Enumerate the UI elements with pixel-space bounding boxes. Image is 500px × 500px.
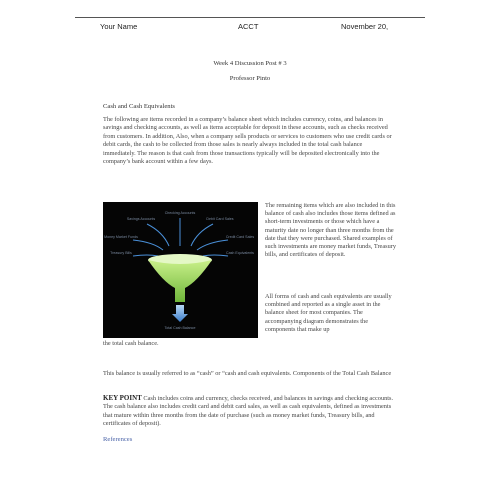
caption-tail: the total cash balance. xyxy=(103,340,159,347)
key-point-paragraph xyxy=(103,394,396,429)
intro-paragraph: The following are items recorded in a company’s balance sheet which includes currency, coins, and balances in savings and checking accounts, as well as items acceptable for deposit in these accounts, such as checks received from customers. In addition, Also, when a company sells products or services to customers who use credit cards or debit cards, the cash to be collected from those sales is nearly always included in the total cash balance immediately. The reason is that cash from those transactions typically will be deposited electronically into the company’s bank account within a few days. xyxy=(103,116,392,166)
key-point-label: KEY POINT xyxy=(103,394,142,402)
side-paragraph-2: All forms of cash and cash equivalents are usually combined and reported as a single asset in the balance sheet for most companies. The accompanying diagram demonstrates the components that make up xyxy=(265,293,392,333)
label-top-right: Debit Card Sales xyxy=(206,217,234,221)
key-point-text: Cash includes coins and currency, checks received, and balances in savings and checking accounts. The cash balance also includes credit card and debit card sales, as well as cash equivalents, defined as investments that mature within three months from the date of purchase (such as money market funds, Treasury bills, and certificates of deposit). xyxy=(103,395,394,428)
professor-name: Professor Pinto xyxy=(229,75,271,82)
label-bottom: Total Cash Balance xyxy=(164,326,196,330)
cash-funnel-figure xyxy=(103,202,258,338)
header-name: Your Name xyxy=(100,22,138,31)
label-left-upper: Money Market Funds xyxy=(104,235,138,239)
side-paragraph-1: The remaining items which are also included in this balance of cash also includes those items defined as short-term investments or those which have a maturity date no longer than three months from the date that they were purchased. Shared examples of such investments are money market funds, Treasury bills, and certificates of deposit. xyxy=(265,202,396,259)
usually-paragraph: This balance is usually referred to as “cash” or “cash and cash equivalents. Components of the Total Cash Balance xyxy=(103,370,392,377)
label-top: Checking Accounts xyxy=(164,211,196,215)
inflow-arrows xyxy=(133,218,228,256)
references-link[interactable]: References xyxy=(103,436,133,443)
header-date: November 20, xyxy=(341,22,389,31)
down-arrow-icon xyxy=(172,305,188,322)
section-heading: Cash and Cash Equivalents xyxy=(103,103,175,110)
label-top-left: Savings Accounts xyxy=(126,217,156,221)
page-header xyxy=(100,22,390,34)
header-rule xyxy=(75,17,425,18)
header-course: ACCT xyxy=(238,22,259,31)
funnel-diagram xyxy=(103,202,258,338)
funnel-body xyxy=(148,260,212,302)
label-right-upper: Credit Card Sales xyxy=(225,235,255,239)
document-title: Week 4 Discussion Post # 3 xyxy=(213,60,287,67)
label-right-lower: Cash Equivalents xyxy=(226,251,254,255)
label-left-lower: Treasury Bills xyxy=(110,251,132,255)
